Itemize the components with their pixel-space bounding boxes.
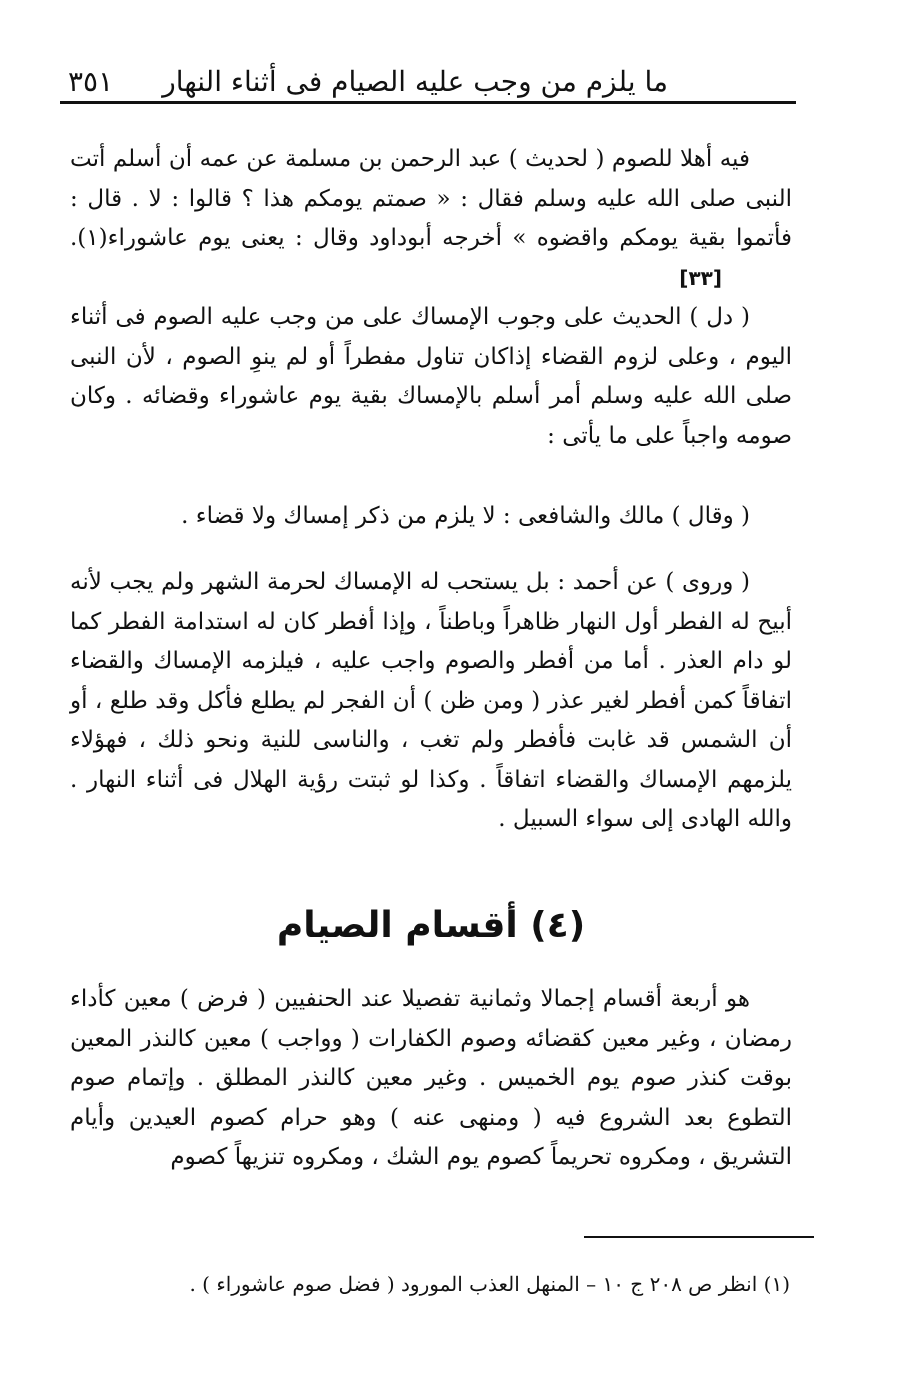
footnote-rule xyxy=(584,1236,814,1238)
section-heading: (٤) أقسام الصيام xyxy=(276,905,586,946)
footnote: (١) انظر ص ٢٠٨ ج ١٠ – المنهل العذب المورود ( فضل صوم عاشوراء ) . xyxy=(189,1272,790,1296)
hadith-paragraph xyxy=(70,140,792,298)
running-title: ما يلزم من وجب عليه الصيام فى أثناء النهار xyxy=(162,65,668,98)
malik-shafii-paragraph: ( وقال ) مالك والشافعى : لا يلزم من ذكر إمساك ولا قضاء . xyxy=(181,503,750,529)
section-intro-paragraph: هو أربعة أقسام إجمالا وثمانية تفصيلا عند الحنفيين ( فرض ) معين كأداء رمضان ، وغير معين كقضائه وصوم الكفارات ( وواجب ) معين كالنذر المعين بوقت كنذر صوم يوم الخميس . وغير معين كالنذر المطلق . وإتمام صوم التطوع بعد الشروع فيه ( ومنهى عنه ) وهو حرام كصوم العيدين وأيام التشريق ، ومكروه تحريماً كصوم يوم الشك ، ومكروه تنزيهاً كصوم xyxy=(70,986,792,1170)
hadith-number: [٣٣] xyxy=(679,265,722,290)
page-number: ٣٥١ xyxy=(68,65,114,98)
page-header xyxy=(62,48,828,98)
ahmad-paragraph: ( وروى ) عن أحمد : بل يستحب له الإمساك لحرمة الشهر ولم يجب لأنه أبيح له الفطر أول النهار ظاهراً وباطناً ، وإذا أفطر كان له استدامة الفطر كما لو دام العذر . أما من أفطر والصوم واجب عليه ، فيلزمه الإمساك والقضاء اتفاقاً كمن أفطر لغير عذر ( ومن ظن ) أن الفجر لم يطلع فأكل وقد طلع ، أو أن الشمس قد غابت فأفطر ولم تغب ، والناسى للنية ونحو ذلك ، فهؤلاء يلزمهم الإمساك والقضاء اتفاقاً . وكذا لو ثبتت رؤية الهلال فى أثناء النهار . والله الهادى إلى سواء السبيل . xyxy=(70,569,792,832)
evidence-paragraph: ( دل ) الحديث على وجوب الإمساك على من وجب عليه الصوم فى أثناء اليوم ، وعلى لزوم القضاء إذاكان تناول مفطراً أو لم ينوِ الصوم ، لأن النبى صلى الله عليه وسلم أمر أسلم بالإمساك بقية يوم عاشوراء وقضائه . وكان صومه واجباً على ما يأتى : xyxy=(70,304,792,449)
hadith-text: فيه أهلا للصوم ( لحديث ) عبد الرحمن بن مسلمة عن عمه أن أسلم أتت النبى صلى الله عليه وسلم فقال : « صمتم يومكم هذا ؟ قالوا : لا . قال : فأتموا بقية يومكم واقضوه » أخرجه أبوداود وقال : يعنى يوم عاشوراء(١). xyxy=(70,146,792,251)
header-rule xyxy=(60,101,796,104)
